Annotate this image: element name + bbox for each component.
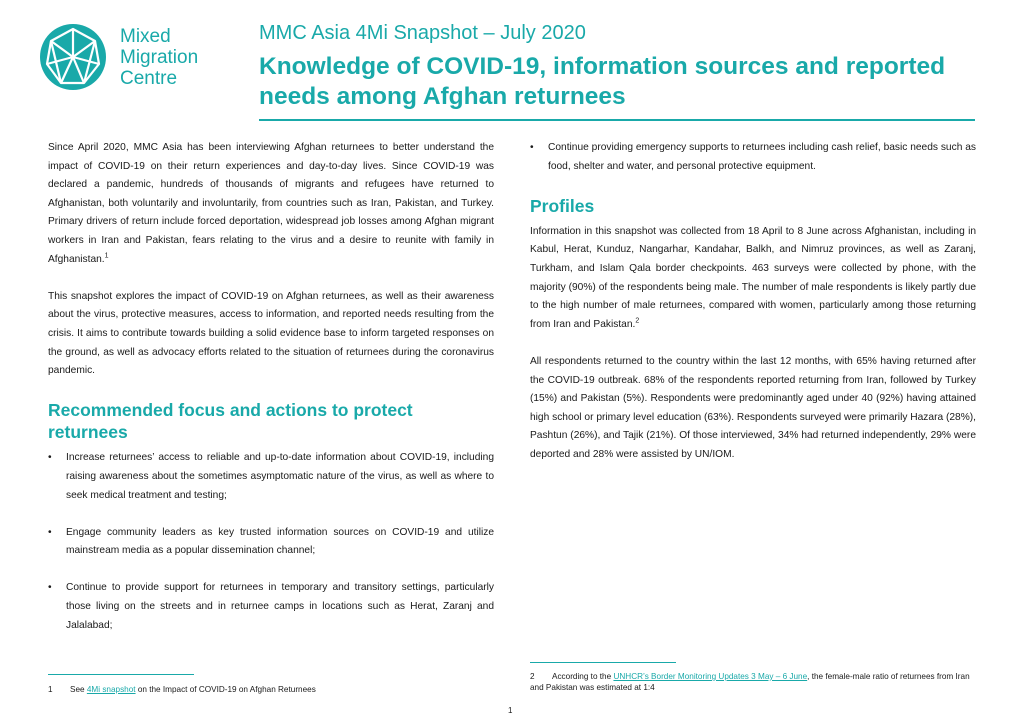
- snapshot-title: MMC Asia 4Mi Snapshot – July 2020: [259, 22, 586, 44]
- recommendation-item: • Continue to provide support for returnees in temporary and transitory settings, particularly those living on the streets and in returnee camps in locations such as Herat, Zaranj and Jalalabad;: [48, 579, 494, 635]
- profiles-paragraph-2: All respondents returned to the country within the last 12 months, with 65% having returned after the COVID-19 outbreak. 68% of the respondents reported returning from Iran, followed by Turkey (15%) and Pakistan (5%). Respondents were predominantly aged under 40 (92%) having attained high school or primary level education (63%). Respondents surveyed were primarily Hazara (28%), Pashtun (26%), and Tajik (21%). Of those interviewed, 34% had returned independently, 29% were deported and 28% were assisted by UN/IOM.: [530, 355, 976, 460]
- logo-line-1: Mixed: [120, 26, 171, 47]
- recommendation-item: • Engage community leaders as key trusted information sources on COVID-19 and utilize mainstream media as a popular dissemination channel;: [48, 524, 494, 561]
- footnote-2-post: , the female-male ratio of returnees from Iran and Pakistan was estimated at 1:4: [530, 672, 970, 692]
- header-divider: [259, 119, 975, 121]
- intro-paragraph-1: [48, 139, 494, 269]
- footnote-1-post: on the Impact of COVID-19 on Afghan Returnees: [137, 685, 316, 694]
- footnote-2-number: 2: [530, 672, 535, 681]
- footnote-ref-1[interactable]: 1: [104, 252, 109, 260]
- recommendation-item: • Increase returnees’ access to reliable and up-to-date information about COVID-19, including raising awareness about the sometimes asymptomatic nature of the virus, as well as where to seek medical treatment and testing;: [48, 449, 494, 505]
- footnote-2: [530, 671, 976, 693]
- intro-paragraph-2: This snapshot explores the impact of COVID-19 on Afghan returnees, as well as their awareness about the virus, protective measures, access to information, and reported needs resulting from the crisis. It aims to contribute towards building a solid evidence base to inform targeted responses on the ground, as well as advocacy efforts related to the situation of returnees during the coronavirus pandemic.: [48, 290, 494, 377]
- profiles-paragraph-1: [530, 223, 976, 335]
- footnote-1-link[interactable]: 4Mi snapshot: [86, 685, 136, 694]
- logo-line-3: Centre: [120, 68, 178, 89]
- intro-paragraph-1-text: Since April 2020, MMC Asia has been interviewing Afghan returnees to better understand the impact of COVID-19 on their return experiences and day-to-day lives. Since COVID-19 was declared a pandemic, hundreds of thousands of migrants and refugees have returned to Afghanistan, both voluntarily and involuntarily, from countries such as Iran, Pakistan, and Turkey. Primary drivers of return include forced deportation, widespread job losses among Afghan migrant workers in Iran and Pakistan, fears relating to the virus and a desire to reunite with family in Afghanistan.: [48, 142, 494, 265]
- footnote-1: [48, 684, 494, 695]
- mmc-logo: [38, 22, 238, 102]
- right-column: [530, 139, 976, 483]
- footnote-1-pre: See: [70, 685, 85, 694]
- page-number: 1: [508, 706, 513, 715]
- footnote-divider-left: [48, 674, 194, 675]
- mmc-logo-text: [120, 26, 198, 89]
- footnote-1-number: 1: [48, 685, 53, 694]
- profiles-heading: Profiles: [530, 195, 595, 216]
- footnote-2-link[interactable]: UNHCR’s Border Monitoring Updates 3 May – 6 June: [613, 672, 808, 681]
- page-title: Knowledge of COVID-19, information sources and reported needs among Afghan returnees: [259, 53, 946, 110]
- profiles-paragraph-1-text: Information in this snapshot was collected from 18 April to 8 June across Afghanistan, including in Kabul, Herat, Kunduz, Nangarhar, Kandahar, Balkh, and Nimruz provinces, as well as Zaranj, Turkham, and Islam Qala border checkpoints. 463 surveys were collected by phone, with the majority (90%) of the respondents being male. The number of male respondents is likely partly due to the high number of male returnees, compared with women, particularly among those returning from Iran and Pakistan.: [530, 225, 976, 330]
- footnote-divider-right: [530, 662, 676, 663]
- left-column: [48, 139, 494, 654]
- footnote-2-pre: According to the: [552, 672, 612, 681]
- recommendations-heading: Recommended focus and actions to protect returnees: [48, 400, 413, 443]
- recommendation-item: • Continue providing emergency supports to returnees including cash relief, basic needs such as food, shelter and water, and personal protective equipment.: [530, 139, 976, 176]
- footnote-ref-2[interactable]: 2: [635, 317, 640, 325]
- logo-line-2: Migration: [120, 47, 199, 68]
- mmc-globe-icon: [38, 22, 108, 92]
